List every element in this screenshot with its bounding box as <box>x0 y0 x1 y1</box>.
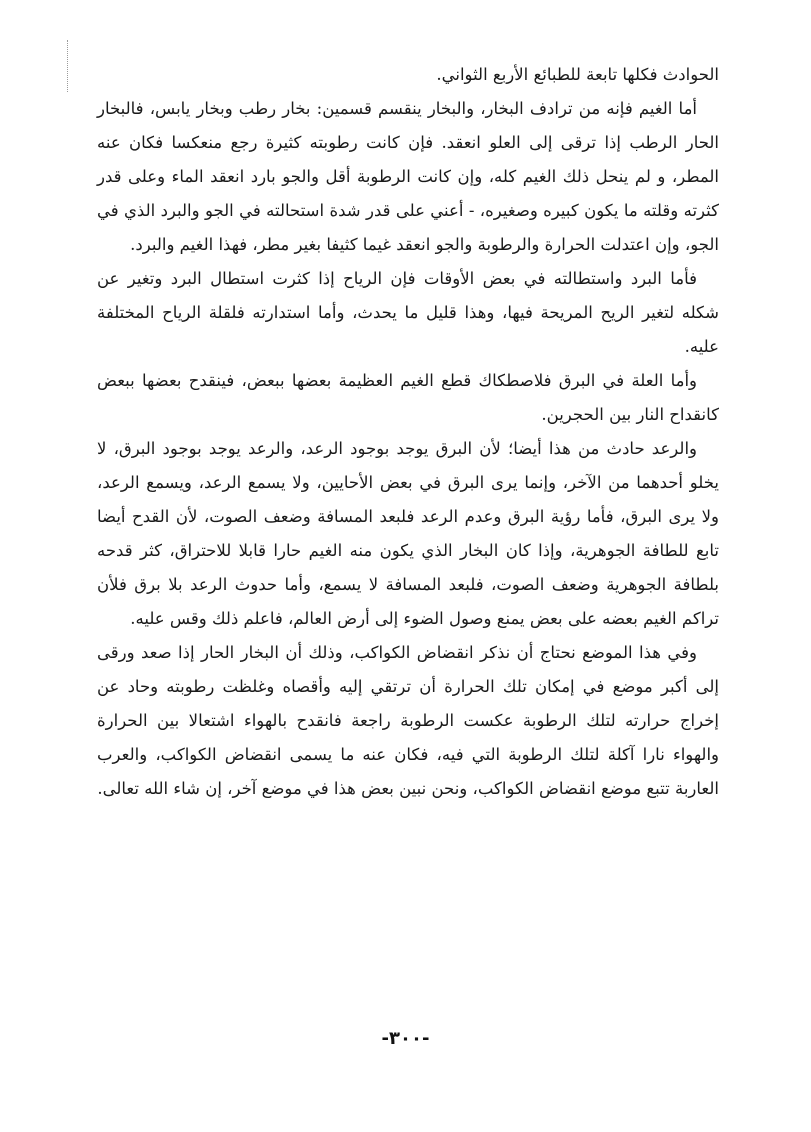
paragraph-continuation: الحوادث فكلها تابعة للطبائع الأربع الثواني. <box>436 65 719 84</box>
paragraph-lightning: وأما العلة في البرق فلاصطكاك قطع الغيم العظيمة بعضها ببعض، فينقدح بعضها ببعض كانقداح النار بين الحجرين. <box>97 371 719 424</box>
margin-mark <box>67 40 68 92</box>
paragraph-clouds: أما الغيم فإنه من ترادف البخار، والبخار ينقسم قسمين: بخار رطب وبخار يابس، فالبخار الحار الرطب إذا ترقى إلى العلو انعقد. فإن كانت رطوبته كثيرة رجع منعكسا فكان عنه المطر، و لم ينحل ذلك الغيم كله، وإن كانت الرطوبة أقل والجو بارد انعقد الماء وعلى قدر كثرته وقلته ما يكون كبيره وصغيره، - أعني على قدر شدة استحالته في الجو والبرد الذي في الجو، وإن اعتدلت الحرارة والرطوبة والجو انعقد غيما كثيفا بغير مطر، فهذا الغيم والبرد. <box>97 99 719 254</box>
body-text <box>97 58 719 806</box>
paragraph-hail: فأما البرد واستطالته في بعض الأوقات فإن الرياح إذا كثرت استطال البرد وتغير عن شكله لتغير الريح المريحة فيها، وهذا قليل ما يحدث، وأما استدارته فلقلة الرياح المختلفة عليه. <box>97 269 719 356</box>
paragraph-shooting-stars: وفي هذا الموضع نحتاج أن نذكر انقضاض الكواكب، وذلك أن البخار الحار إذا صعد ورقى إلى أكبر موضع في إمكان تلك الحرارة أن ترتقي إليه وأقصاه وغلظت رطوبته وحاد عن إخراج حرارته لتلك الرطوبة عكست الرطوبة راجعة فانقدح بالهواء اشتعالا بين الحرارة والهواء نارا آكلة لتلك الرطوبة التي فيه، فكان عنه ما يسمى انقضاض الكواكب، والعرب العاربة تتبع موضع انقضاض الكواكب، ونحن نبين بعض هذا في موضع آخر، إن شاء الله تعالى. <box>97 643 719 798</box>
page-number: -٣٠٠- <box>381 1028 430 1049</box>
paragraph-thunder: والرعد حادث من هذا أيضا؛ لأن البرق يوجد بوجود الرعد، والرعد يوجد بوجود البرق، لا يخلو أحدهما من الآخر، وإنما يرى البرق في بعض الأحايين، ولا يسمع الرعد، ويسمع الرعد، ولا يرى البرق، فأما رؤية البرق وعدم الرعد فلبعد المسافة وضعف الصوت، لأن القدح أيضا تابع للطافة الجوهرية، وإذا كان البخار الذي يكون منه الغيم حارا قابلا للاحتراق، كثر قدحه بلطافة الجوهرية وضعف الصوت، فلبعد المسافة لا يسمع، وأما حدوث الرعد بلا برق فلأن تراكم الغيم بعضه على بعض يمنع وصول الضوء إلى أرض العالم، فاعلم ذلك وقس عليه. <box>97 439 719 628</box>
